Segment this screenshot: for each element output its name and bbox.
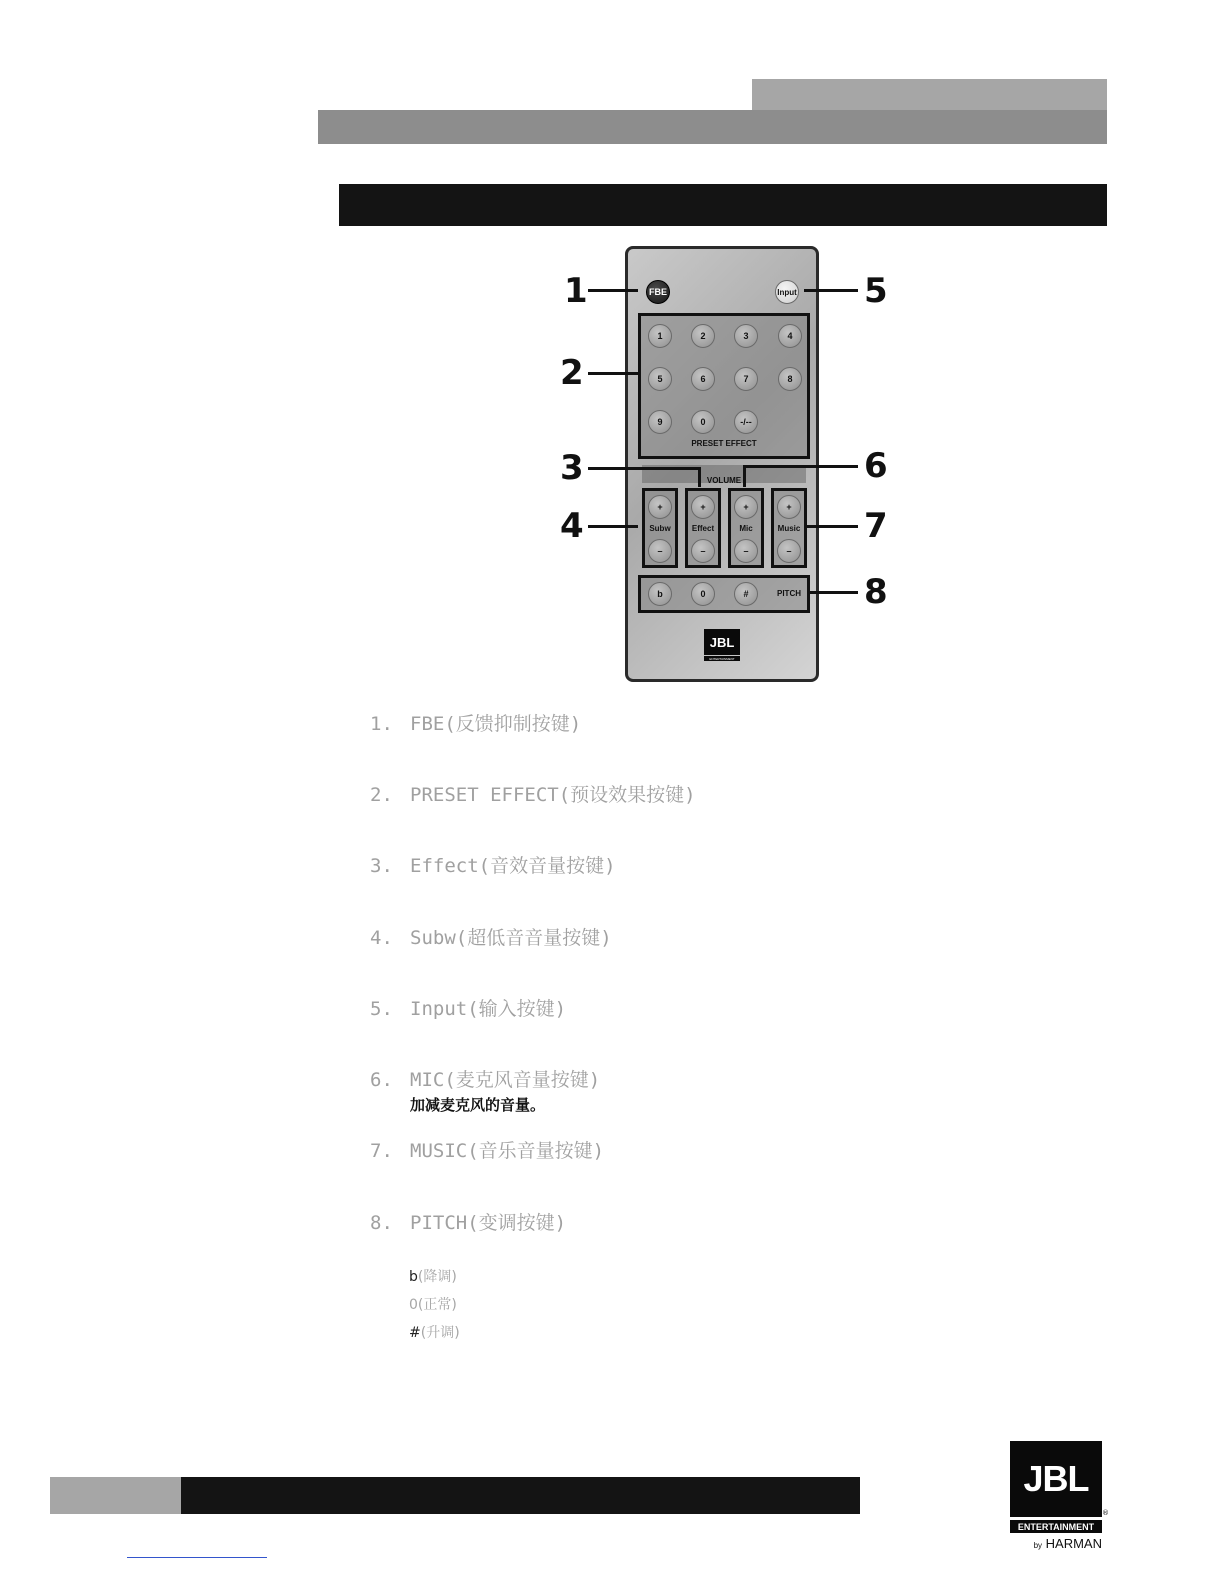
callout-number-4: 4	[560, 506, 584, 546]
effect-label: Effect	[691, 524, 715, 533]
callout-line-1	[588, 289, 638, 292]
preset-effect-label: PRESET EFFECT	[691, 439, 757, 448]
pitch-option-symbol: 0	[409, 1297, 418, 1313]
remote-logo-text: JBL	[704, 629, 740, 655]
by-harman-label	[1010, 1536, 1102, 1551]
harman-text: HARMAN	[1045, 1536, 1102, 1551]
preset-key-7: 7	[734, 367, 758, 391]
list-item	[370, 923, 612, 950]
remote-control-illustration	[625, 246, 819, 682]
volume-label: VOLUME	[706, 476, 742, 485]
list-item	[370, 1208, 566, 1235]
pitch-option-symbol: b	[409, 1269, 418, 1285]
footer-black-bar	[181, 1477, 860, 1514]
footer-link-underline[interactable]	[127, 1557, 267, 1558]
pitch-sharp-button: #	[734, 582, 758, 606]
preset-key-9: 9	[648, 410, 672, 434]
pitch-normal-button: 0	[691, 582, 715, 606]
pitch-flat-button: b	[648, 582, 672, 606]
remote-logo-sub: ENTERTAINMENT	[704, 656, 740, 661]
callout-line-6-drop	[743, 465, 746, 487]
list-item	[370, 851, 616, 878]
pitch-option-sharp	[409, 1322, 460, 1342]
registered-mark: ®	[1102, 1509, 1109, 1517]
preset-key-dash: -/--	[734, 410, 758, 434]
pitch-option-text: (正常)	[417, 1297, 457, 1313]
callout-number-6: 6	[864, 446, 888, 486]
mic-label: Mic	[739, 524, 753, 533]
list-item-text: MUSIC(音乐音量按键)	[410, 1140, 605, 1162]
preset-key-3: 3	[734, 324, 758, 348]
callout-line-7	[806, 525, 858, 528]
list-item-text: Input(输入按键)	[410, 998, 567, 1020]
list-item-number: 4.	[370, 927, 393, 949]
callout-line-5	[804, 289, 858, 292]
list-item-text: Subw(超低音音量按键)	[410, 927, 612, 949]
preset-key-4: 4	[778, 324, 802, 348]
pitch-option-normal	[409, 1294, 457, 1314]
volume-group-mic	[728, 488, 764, 568]
list-item-number: 1.	[370, 713, 393, 735]
effect-minus-button: –	[691, 539, 715, 563]
jbl-logo	[1010, 1441, 1109, 1559]
header-tab	[752, 79, 1107, 110]
jbl-entertainment-label: ENTERTAINMENT	[1010, 1520, 1102, 1533]
callout-number-7: 7	[864, 506, 888, 546]
list-item	[370, 994, 566, 1021]
music-plus-button: +	[777, 495, 801, 519]
list-item-text: MIC(麦克风音量按键)	[410, 1069, 601, 1091]
list-item-number: 8.	[370, 1212, 393, 1234]
preset-key-0: 0	[691, 410, 715, 434]
list-item-text: FBE(反馈抑制按键)	[410, 713, 582, 735]
callout-line-3-drop	[698, 467, 701, 487]
preset-effect-panel	[638, 313, 810, 459]
mic-description: 加减麦克风的音量。	[410, 1096, 546, 1114]
preset-key-5: 5	[648, 367, 672, 391]
pitch-label: PITCH	[777, 589, 801, 598]
list-item	[370, 1065, 600, 1092]
list-item-number: 2.	[370, 784, 393, 806]
preset-key-1: 1	[648, 324, 672, 348]
list-item-number: 3.	[370, 855, 393, 877]
subw-minus-button: –	[648, 539, 672, 563]
music-label: Music	[777, 524, 801, 533]
list-item-text: PITCH(变调按键)	[410, 1212, 567, 1234]
volume-group-music	[771, 488, 807, 568]
list-item	[370, 1136, 604, 1163]
callout-number-1: 1	[564, 271, 588, 311]
mic-minus-button: –	[734, 539, 758, 563]
callout-line-6	[744, 465, 858, 468]
input-button: Input	[775, 280, 799, 304]
volume-group-subw	[642, 488, 678, 568]
pitch-option-text: (升调)	[420, 1325, 460, 1341]
preset-key-8: 8	[778, 367, 802, 391]
preset-key-6: 6	[691, 367, 715, 391]
jbl-logo-mark: JBL	[1010, 1441, 1102, 1517]
volume-group-effect	[685, 488, 721, 568]
list-item-text: Effect(音效音量按键)	[410, 855, 616, 877]
fbe-button: FBE	[646, 280, 670, 304]
callout-line-8	[808, 591, 858, 594]
footer-gray-block	[50, 1477, 181, 1514]
list-item	[370, 709, 581, 736]
mic-plus-button: +	[734, 495, 758, 519]
callout-line-3	[588, 467, 700, 470]
subw-plus-button: +	[648, 495, 672, 519]
effect-plus-button: +	[691, 495, 715, 519]
pitch-option-flat	[409, 1266, 457, 1286]
remote-jbl-logo	[704, 629, 740, 663]
callout-number-5: 5	[864, 271, 888, 311]
pitch-option-symbol: #	[409, 1325, 421, 1341]
pitch-option-text: (降调)	[417, 1269, 457, 1285]
callout-number-3: 3	[560, 448, 584, 488]
section-title-bar	[339, 184, 1107, 226]
list-item	[370, 780, 696, 807]
preset-key-2: 2	[691, 324, 715, 348]
list-item-number: 6.	[370, 1069, 393, 1091]
list-item-text: PRESET EFFECT(预设效果按键)	[410, 784, 696, 806]
subw-label: Subw	[649, 524, 671, 533]
header-bar	[318, 110, 1107, 144]
list-item-number: 7.	[370, 1140, 393, 1162]
list-item-number: 5.	[370, 998, 393, 1020]
callout-line-4	[588, 525, 638, 528]
callout-line-2	[588, 372, 638, 375]
music-minus-button: –	[777, 539, 801, 563]
by-text: by	[1033, 1541, 1043, 1550]
callout-number-2: 2	[560, 353, 584, 393]
callout-number-8: 8	[864, 572, 888, 612]
pitch-panel	[638, 575, 810, 613]
